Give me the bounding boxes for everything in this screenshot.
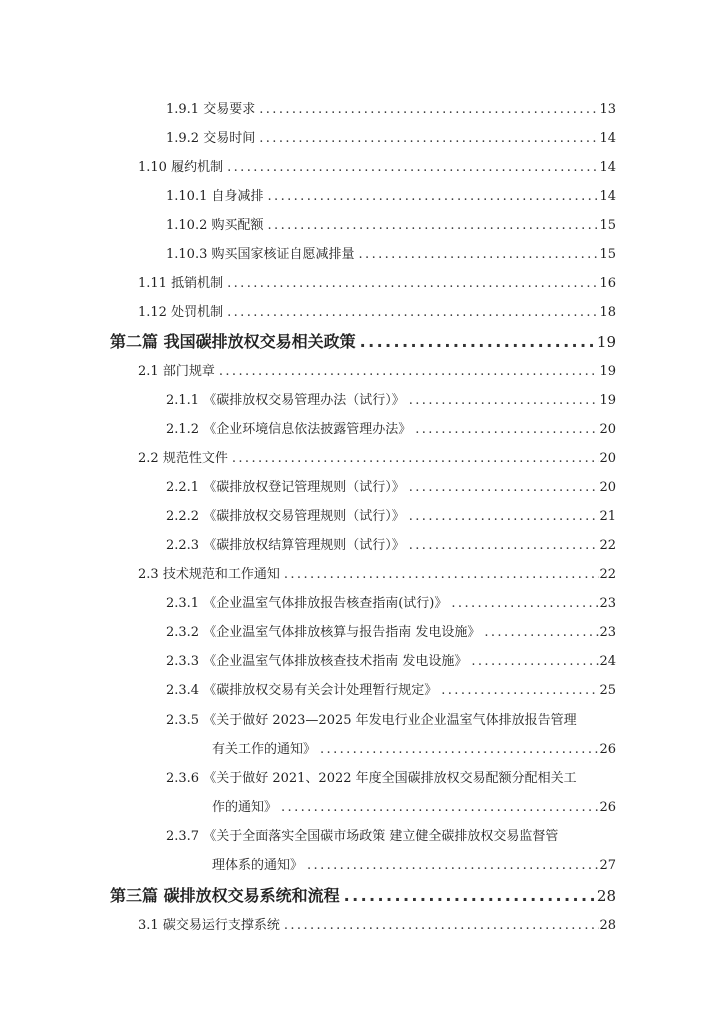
page-number: 19 [596,333,616,351]
toc-entry-title: 交易要求 [203,102,256,117]
dot-leader [316,742,599,757]
toc-entry-title-line [138,360,215,379]
page-number: 14 [599,160,616,175]
toc-entry[interactable] [166,243,616,262]
page-number: 15 [599,247,616,262]
toc-entry-title: 《企业环境信息依法披露管理办法》 [203,422,412,437]
toc-entry[interactable] [138,914,616,933]
toc-entry-number: 2.3.1 [166,596,200,611]
page-number: 20 [599,422,616,437]
page-number: 23 [599,625,616,640]
toc-entry-title-line [166,127,255,146]
toc-entry-title-line [138,272,223,291]
toc-entry-number: 2.1.1 [166,393,200,408]
toc-entry-number: 第二篇 [110,332,159,351]
dot-leader [215,364,600,379]
toc-entry-title: 抵销机制 [171,276,224,291]
toc-entry-number: 2.3.7 [166,829,200,844]
toc-entry[interactable] [110,329,616,352]
toc-entry[interactable] [166,185,616,204]
toc-entry[interactable] [138,360,616,379]
toc-entry-title-line [166,679,437,698]
toc-entry-title-line [166,389,405,408]
toc-entry-title-continued: 作的通知》 [212,800,278,815]
toc-entry-title-line [138,563,280,582]
toc-entry-title-line [166,418,411,437]
dot-leader [264,218,600,233]
page-number: 14 [599,131,616,146]
toc-entry-title: 自身减排 [211,189,264,204]
toc-entry[interactable] [166,505,616,524]
toc-entry-title-line [166,505,405,524]
toc-entry-title-line [166,767,577,786]
dot-leader [447,596,599,611]
toc-entry-title-line [166,214,264,233]
toc-entry-number: 2.3.3 [166,654,200,669]
toc-entry[interactable] [166,534,616,553]
toc-entry-number: 2.1 [138,364,159,379]
toc-entry-title-line [138,914,280,933]
toc-entry-title: 《碳排放权交易有关会计处理暂行规定》 [203,683,438,698]
toc-entry-title: 履约机制 [171,160,224,175]
toc-entry[interactable] [110,883,616,906]
toc-entry[interactable] [166,98,616,117]
toc-entry-title: 《碳排放权结算管理规则（试行）》 [203,538,405,553]
toc-entry-number: 2.2.1 [166,480,200,495]
toc-entry-number: 1.10.1 [166,189,208,204]
page-number: 21 [599,509,616,524]
page-number: 14 [599,189,616,204]
toc-entry-number: 2.1.2 [166,422,200,437]
toc-entry[interactable] [166,679,616,698]
toc-entry-title: 《企业温室气体排放核查技术指南 发电设施》 [203,654,468,669]
toc-entry-title-line [166,476,405,495]
toc-entry-number: 1.11 [138,276,167,291]
toc-entry-title: 购买配额 [211,218,264,233]
toc-entry[interactable] [166,825,558,844]
dot-leader [480,625,599,640]
dot-leader [405,393,600,408]
dot-leader [340,886,597,905]
toc-entry-title: 碳交易运行支撑系统 [162,918,280,933]
dot-leader [255,102,599,117]
page-number: 28 [596,887,616,905]
toc-entry-number: 2.3.5 [166,713,200,728]
toc-entry-number: 1.10.3 [166,247,208,262]
toc-entry[interactable] [166,767,577,786]
toc-entry-title-line [166,592,447,611]
toc-entry-continuation[interactable] [212,796,616,815]
toc-entry[interactable] [166,709,577,728]
page-number: 20 [599,451,616,466]
toc-entry[interactable] [138,301,616,320]
toc-entry-number: 1.10.2 [166,218,208,233]
toc-entry[interactable] [166,214,616,233]
dot-leader [223,160,599,175]
page-number: 26 [599,800,616,815]
toc-entry-number: 2.2.2 [166,509,200,524]
toc-entry[interactable] [138,272,616,291]
page-number: 24 [599,654,616,669]
toc-entry-number: 2.2 [138,451,159,466]
toc-entry-title: 规范性文件 [162,451,228,466]
toc-entry-title: 我国碳排放权交易相关政策 [163,332,356,351]
dot-leader [405,480,600,495]
page-number: 26 [599,742,616,757]
toc-entry-title-line [110,329,356,352]
dot-leader [356,332,597,351]
page-number: 28 [599,918,616,933]
dot-leader [277,800,599,815]
page-number: 22 [599,538,616,553]
dot-leader [437,683,599,698]
toc-entry[interactable] [166,476,616,495]
toc-entry-number: 1.9.1 [166,102,200,117]
toc-entry[interactable] [138,563,616,582]
toc-entry-title: 交易时间 [203,131,256,146]
toc-entry-title: 《企业温室气体排放报告核查指南(试行)》 [203,596,448,611]
page-number: 27 [599,858,616,873]
toc-entry[interactable] [166,592,616,611]
toc-entry-title-line [166,534,405,553]
page-number: 20 [599,480,616,495]
toc-entry-number: 2.3.4 [166,683,200,698]
toc-entry-title: 部门规章 [162,364,215,379]
toc-entry-title: 碳排放权交易系统和流程 [163,886,340,905]
toc-entry[interactable] [166,650,616,669]
toc-entry-title: 《碳排放权交易管理办法（试行）》 [203,393,405,408]
dot-leader [264,189,600,204]
toc-entry-continuation[interactable] [212,738,616,757]
toc-entry-title-line [166,243,355,262]
page-number: 19 [599,364,616,379]
toc-entry-title-line [166,185,264,204]
toc-entry-number: 第三篇 [110,886,159,905]
toc-entry[interactable] [138,447,616,466]
toc-entry-continuation[interactable] [212,854,616,873]
page-number: 16 [599,276,616,291]
toc-entry-title-line [166,98,255,117]
toc-entry-title-continued: 有关工作的通知》 [212,742,317,757]
dot-leader [280,918,600,933]
toc-entry-number: 1.10 [138,160,167,175]
toc-entry-title-line [138,301,223,320]
toc-entry[interactable] [166,389,616,408]
toc-entry-number: 3.1 [138,918,159,933]
toc-entry-title: 处罚机制 [171,305,224,320]
dot-leader [228,451,600,466]
toc-entry-title-line [138,447,228,466]
toc-entry-title: 《关于做好 2021、2022 年度全国碳排放权交易配额分配相关工 [203,771,577,786]
toc-entry-number: 2.2.3 [166,538,200,553]
page-number: 25 [599,683,616,698]
toc-entry-title-line [110,883,340,906]
toc-entry-title: 《碳排放权登记管理规则（试行）》 [203,480,405,495]
toc-entry-number: 1.9.2 [166,131,200,146]
toc-entry-title-line [138,156,223,175]
toc-entry-title: 《关于全面落实全国碳市场政策 建立健全碳排放权交易监督管 [203,829,559,844]
toc-entry-title-continued: 理体系的通知》 [212,858,304,873]
dot-leader [355,247,600,262]
toc-entry-title: 购买国家核证自愿减排量 [211,247,355,262]
toc-entry-title-line [166,709,577,728]
page-number: 18 [599,305,616,320]
dot-leader [223,305,599,320]
toc-entry-number: 2.3.6 [166,771,200,786]
toc-entry[interactable] [138,156,616,175]
toc-entry-number: 1.12 [138,305,167,320]
toc-entry-title-line [166,650,467,669]
dot-leader [405,538,600,553]
dot-leader [303,858,599,873]
toc-entry[interactable] [166,127,616,146]
toc-entry[interactable] [166,418,616,437]
dot-leader [255,131,599,146]
toc-entry-title: 《企业温室气体排放核算与报告指南 发电设施》 [203,625,481,640]
page-number: 13 [599,102,616,117]
dot-leader [411,422,599,437]
toc-entry-title: 《碳排放权交易管理规则（试行）》 [203,509,405,524]
page-number: 23 [599,596,616,611]
page-number: 15 [599,218,616,233]
dot-leader [467,654,599,669]
toc-entry-title: 技术规范和工作通知 [162,567,280,582]
page-number: 19 [599,393,616,408]
dot-leader [405,509,600,524]
page-number: 22 [599,567,616,582]
toc-entry-title: 《关于做好 2023—2025 年发电行业企业温室气体排放报告管理 [203,713,577,728]
dot-leader [280,567,600,582]
toc-entry[interactable] [166,621,616,640]
dot-leader [223,276,599,291]
toc-entry-number: 2.3.2 [166,625,200,640]
toc-entry-number: 2.3 [138,567,159,582]
toc-entry-title-line [166,621,480,640]
toc-entry-title-line [166,825,558,844]
